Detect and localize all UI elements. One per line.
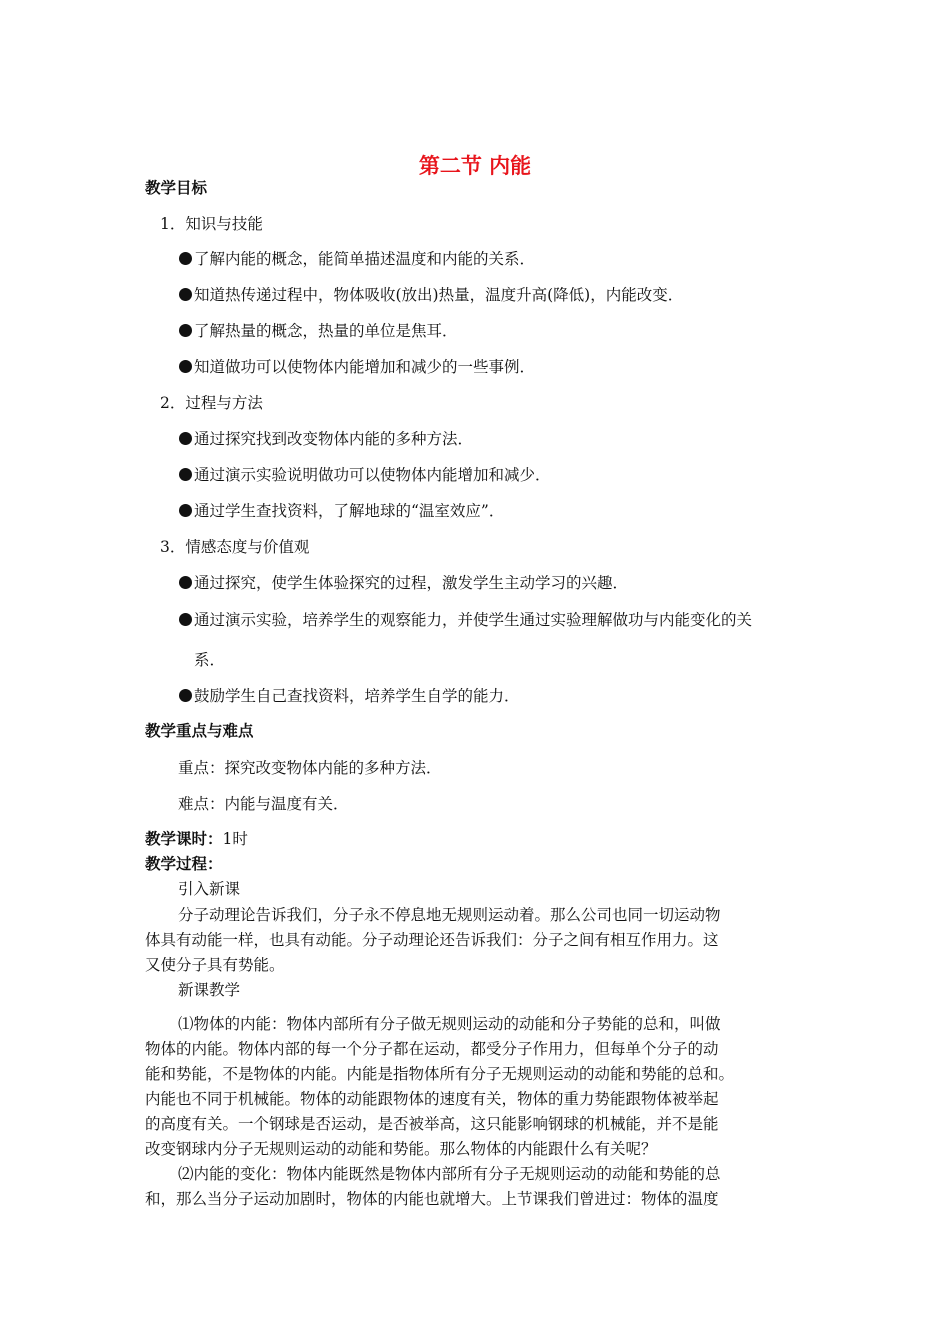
focus-text: 重点：探究改变物体内能的多种方法． xyxy=(178,759,442,777)
page-title: 第二节 内能 xyxy=(418,153,532,178)
paragraph-line: 物体的内能。物体内部的每一个分子都在运动，都受分子作用力，但每单个分子的动 xyxy=(145,1040,719,1058)
bullet-item: 通过学生查找资料，了解地球的“温室效应”． xyxy=(179,501,504,521)
paragraph-line: 内能也不同于机械能。物体的动能跟物体的速度有关，物体的重力势能跟物体被举起 xyxy=(145,1090,719,1108)
bullet-item: 了解内能的概念，能简单描述温度和内能的关系． xyxy=(179,249,535,269)
difficulty-text: 难点：内能与温度有关． xyxy=(178,795,349,813)
objectives-heading: 教学目标 xyxy=(145,178,208,197)
bullet-dot-icon xyxy=(179,324,192,337)
hours-line xyxy=(145,829,248,849)
hours-value: 1时 xyxy=(222,830,248,848)
bullet-item: 通过演示实验说明做功可以使物体内能增加和减少． xyxy=(179,465,551,485)
bullet-item: 通过探究找到改变物体内能的多种方法． xyxy=(179,429,473,449)
paragraph-line: ⑴物体的内能：物体内部所有分子做无规则运动的动能和分子势能的总和，叫做 xyxy=(178,1015,721,1033)
bullet-item: 通过演示实验，培养学生的观察能力，并使学生通过实验理解做功与内能变化的关 xyxy=(179,610,752,630)
bullet-dot-icon xyxy=(179,432,192,445)
section-label-knowledge: 1．知识与技能 xyxy=(160,215,263,233)
bullet-dot-icon xyxy=(179,252,192,265)
paragraph-line: 和，那么当分子运动加剧时，物体的内能也就增大。上节课我们曾进过：物体的温度 xyxy=(145,1190,719,1208)
paragraph-line: ⑵内能的变化：物体内能既然是物体内部所有分子无规则运动的动能和势能的总 xyxy=(178,1165,721,1183)
paragraph-line: 又使分子具有势能。 xyxy=(145,956,285,974)
keypoints-heading: 教学重点与难点 xyxy=(145,721,254,740)
paragraph-line: 能和势能，不是物体的内能。内能是指物体所有分子无规则运动的动能和势能的总和。 xyxy=(145,1065,735,1083)
paragraph-line: 改变钢球内分子无规则运动的动能和势能。那么物体的内能跟什么有关呢？ xyxy=(145,1140,657,1158)
bullet-dot-icon xyxy=(179,504,192,517)
bullet-item: 知道做功可以使物体内能增加和减少的一些事例． xyxy=(179,357,535,377)
bullet-item: 通过探究，使学生体验探究的过程，激发学生主动学习的兴趣． xyxy=(179,573,628,593)
hours-label: 教学课时： xyxy=(145,829,223,848)
bullet-dot-icon xyxy=(179,468,192,481)
bullet-dot-icon xyxy=(179,613,192,626)
intro-heading: 引入新课 xyxy=(178,880,241,898)
paragraph-line: 分子动理论告诉我们，分子永不停息地无规则运动着。那么公司也同一切运动物 xyxy=(178,906,721,924)
section-label-process: 2．过程与方法 xyxy=(160,394,263,412)
bullet-dot-icon xyxy=(179,576,192,589)
newlesson-heading: 新课教学 xyxy=(178,981,241,999)
bullet-item: 鼓励学生自己查找资料，培养学生自学的能力． xyxy=(179,686,520,706)
bullet-dot-icon xyxy=(179,689,192,702)
bullet-item: 知道热传递过程中，物体吸收(放出)热量，温度升高(降低)，内能改变． xyxy=(179,285,683,305)
paragraph-line: 的高度有关。一个钢球是否运动，是否被举高，这只能影响钢球的机械能，并不是能 xyxy=(145,1115,719,1133)
bullet-dot-icon xyxy=(179,360,192,373)
bullet-item: 了解热量的概念，热量的单位是焦耳． xyxy=(179,321,458,341)
paragraph-line: 体具有动能一样，也具有动能。分子动理论还告诉我们：分子之间有相互作用力。这 xyxy=(145,931,719,949)
bullet-wrap-text: 系． xyxy=(194,651,226,669)
section-label-attitude: 3．情感态度与价值观 xyxy=(160,538,310,556)
bullet-dot-icon xyxy=(179,288,192,301)
process-heading: 教学过程： xyxy=(145,854,223,873)
